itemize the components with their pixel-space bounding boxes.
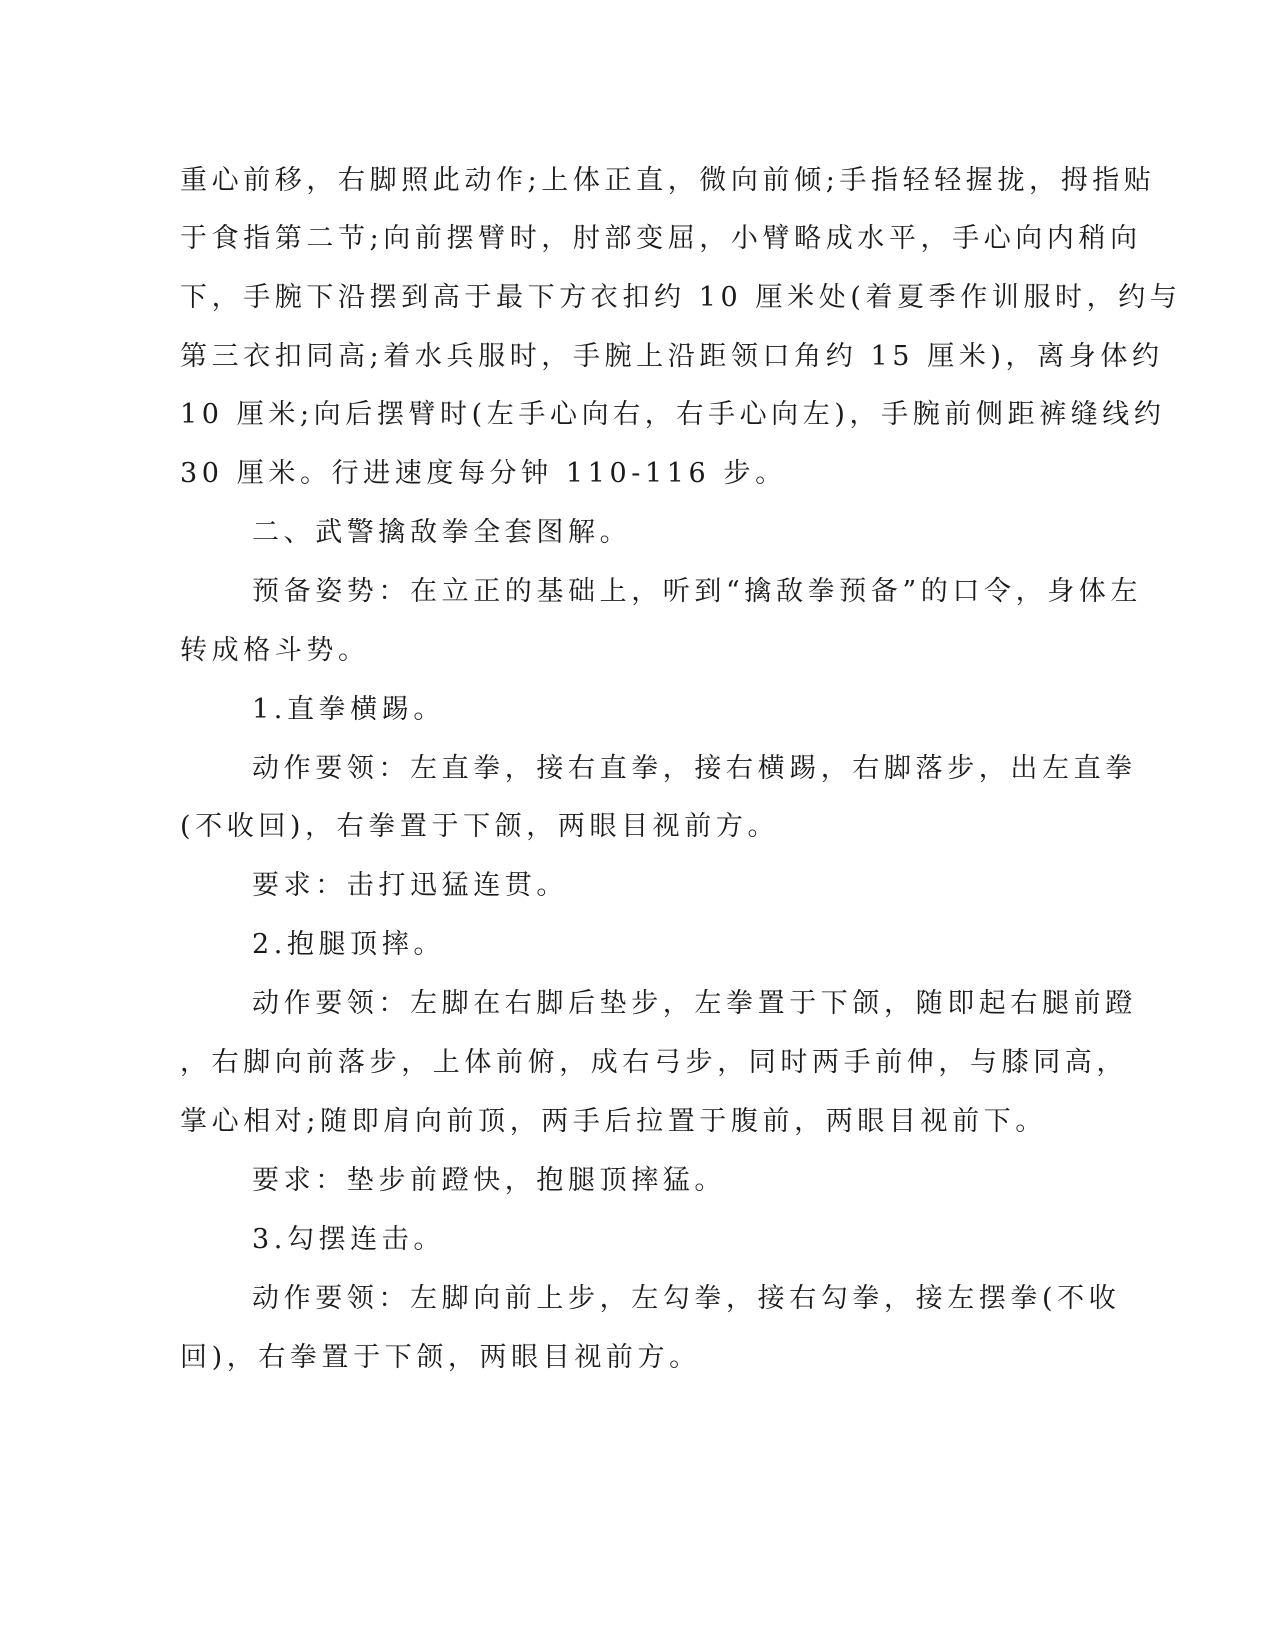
text-line: 下，手腕下沿摆到高于最下方衣扣约 10 厘米处(着夏季作训服时，约与 — [180, 282, 1182, 313]
text-line: 掌心相对;随即肩向前顶，两手后拉置于腹前，两眼目视前下。 — [180, 1106, 1047, 1137]
subsection-heading: 1.直拳横踢。 — [252, 694, 445, 725]
text-line: 第三衣扣同高;着水兵服时，手腕上沿距领口角约 15 厘米)，离身体约 — [180, 341, 1164, 372]
requirement-line: 要求：击打迅猛连贯。 — [252, 870, 568, 901]
paragraph-start: 预备姿势：在立正的基础上，听到“擒敌拳预备”的口令，身体左 — [252, 576, 1143, 607]
text-line: 重心前移，右脚照此动作;上体正直，微向前倾;手指轻轻握拢，拇指贴 — [180, 165, 1156, 196]
text-line: 30 厘米。行进速度每分钟 110-116 步。 — [180, 458, 787, 489]
text-line: 10 厘米;向后摆臂时(左手心向右，右手心向左)，手腕前侧距裤缝线约 — [180, 399, 1166, 430]
text-line: 于食指第二节;向前摆臂时，肘部变屈，小臂略成水平，手心向内稍向 — [180, 223, 1142, 254]
text-line: 转成格斗势。 — [180, 635, 370, 666]
text-line: (不收回)，右拳置于下颌，两眼目视前方。 — [180, 811, 780, 842]
section-heading: 二、武警擒敌拳全套图解。 — [252, 517, 632, 548]
requirement-line: 要求：垫步前蹬快，抱腿顶摔猛。 — [252, 1165, 726, 1196]
subsection-heading: 3.勾摆连击。 — [252, 1224, 445, 1255]
paragraph-start: 动作要领：左直拳，接右直拳，接右横踢，右脚落步，出左直拳 — [252, 753, 1137, 784]
subsection-heading: 2.抱腿顶摔。 — [252, 929, 445, 960]
text-line: 回)，右拳置于下颌，两眼目视前方。 — [180, 1342, 701, 1373]
text-line: ，右脚向前落步，上体前俯，成右弓步，同时两手前伸，与膝同高， — [180, 1047, 1128, 1078]
paragraph-start: 动作要领：左脚向前上步，左勾拳，接右勾拳，接左摆拳(不收 — [252, 1283, 1121, 1314]
paragraph-start: 动作要领：左脚在右脚后垫步，左拳置于下颌，随即起右腿前蹬 — [252, 988, 1137, 1019]
